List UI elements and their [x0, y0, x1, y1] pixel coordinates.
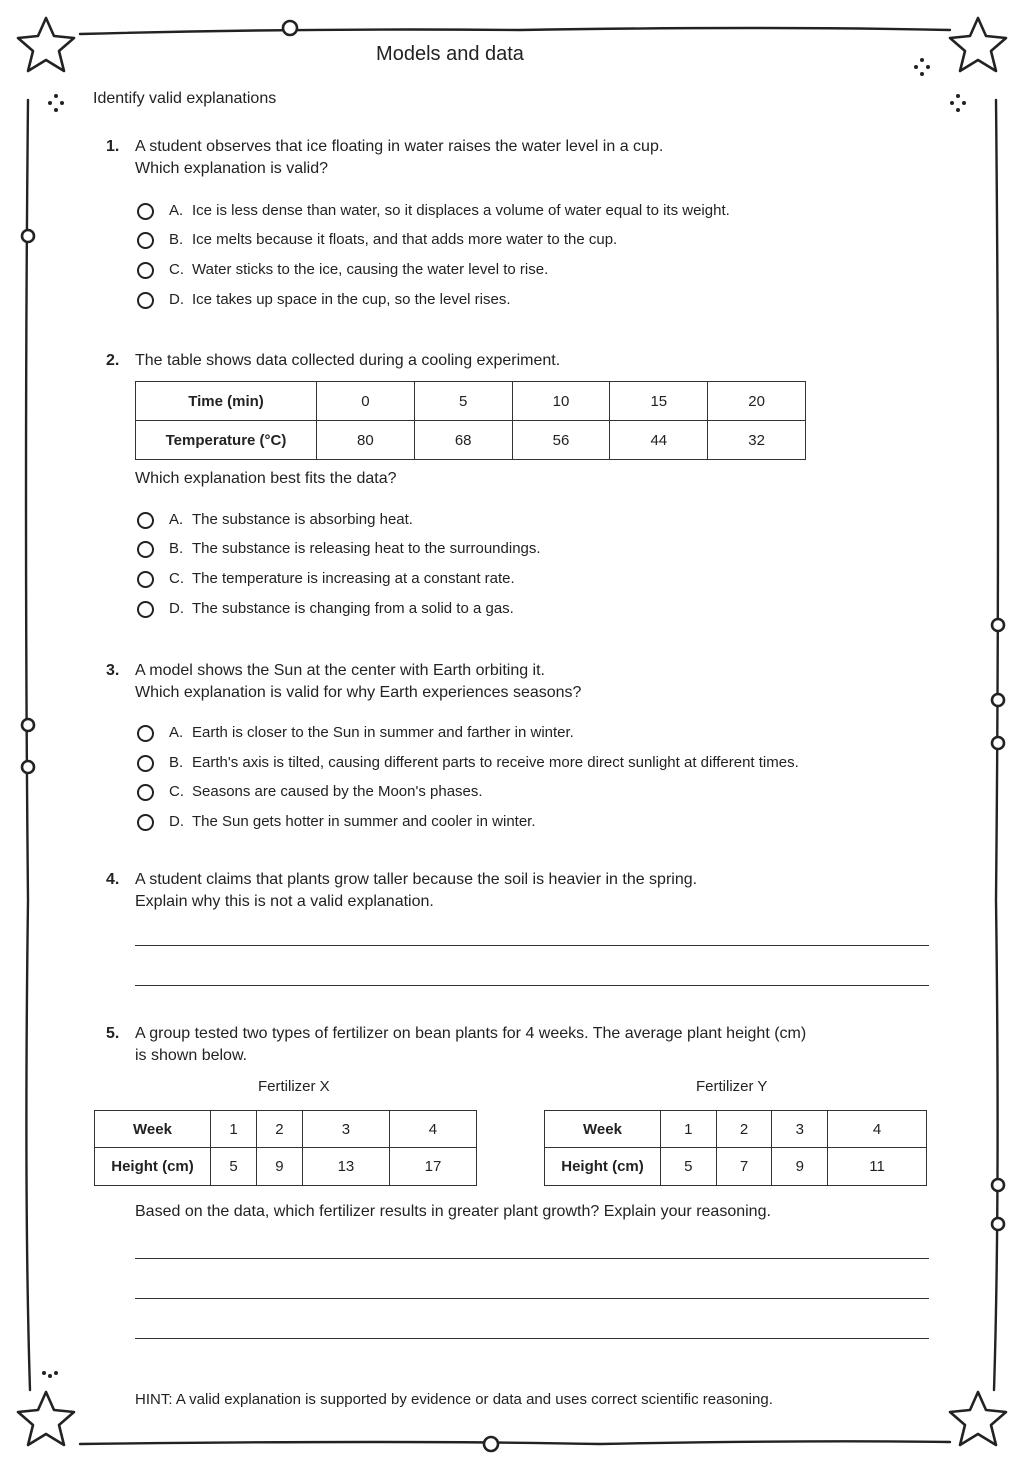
- question-text: is shown below.: [135, 1047, 248, 1064]
- answer-line[interactable]: [135, 1338, 929, 1339]
- table-cell: 15: [610, 382, 708, 421]
- question-text: Which explanation is valid?: [135, 160, 328, 177]
- answer-option[interactable]: D. The Sun gets hotter in summer and cooler in winter.: [137, 811, 536, 833]
- table-cell: 10: [512, 382, 610, 421]
- table-cell: 80: [317, 421, 415, 460]
- hint-text: HINT: A valid explanation is supported by evidence or data and uses correct scientific reasoning.: [135, 1391, 773, 1408]
- table-cell: 4: [389, 1111, 476, 1148]
- table-cell: 3: [772, 1111, 828, 1148]
- answer-line[interactable]: [135, 945, 929, 946]
- radio-circle-icon[interactable]: [137, 232, 154, 249]
- table-cell: 56: [512, 421, 610, 460]
- table-header-cell: Week: [545, 1111, 661, 1148]
- table-caption: Fertilizer X: [258, 1078, 330, 1095]
- question-2: [106, 350, 560, 372]
- table-header-cell: Height (cm): [95, 1148, 211, 1186]
- table-cell: 13: [302, 1148, 389, 1186]
- table-cell: 4: [828, 1111, 927, 1148]
- answer-option[interactable]: D. Ice takes up space in the cup, so the level rises.: [137, 289, 511, 311]
- radio-circle-icon[interactable]: [137, 541, 154, 558]
- table-cell: 32: [708, 421, 806, 460]
- table-caption: Fertilizer Y: [696, 1078, 768, 1095]
- table-header-cell: Height (cm): [545, 1148, 661, 1186]
- cooling-data-table: [135, 381, 806, 460]
- question-number: 2.: [106, 352, 120, 369]
- radio-circle-icon[interactable]: [137, 784, 154, 801]
- fertilizer-x-table: [94, 1110, 477, 1186]
- question-text: A student claims that plants grow taller because the soil is heavier in the spring.: [135, 871, 698, 888]
- answer-option[interactable]: C. Water sticks to the ice, causing the water level to rise.: [137, 259, 548, 281]
- table-cell: 20: [708, 382, 806, 421]
- page-title: Models and data: [376, 43, 524, 65]
- answer-line[interactable]: [135, 1258, 929, 1259]
- question-text: A group tested two types of fertilizer on bean plants for 4 weeks. The average plant height (cm): [135, 1025, 807, 1042]
- table-cell: 5: [661, 1148, 717, 1186]
- question-number: 3.: [106, 662, 120, 679]
- question-4: [106, 869, 697, 913]
- answer-option[interactable]: B. The substance is releasing heat to the surroundings.: [137, 538, 541, 560]
- radio-circle-icon[interactable]: [137, 755, 154, 772]
- table-cell: 1: [661, 1111, 717, 1148]
- question-number: 5.: [106, 1025, 120, 1042]
- question-number: 4.: [106, 871, 120, 888]
- question-text: The table shows data collected during a cooling experiment.: [135, 352, 561, 369]
- table-cell: 9: [256, 1148, 302, 1186]
- radio-circle-icon[interactable]: [137, 292, 154, 309]
- radio-circle-icon[interactable]: [137, 571, 154, 588]
- table-header-cell: Week: [95, 1111, 211, 1148]
- radio-circle-icon[interactable]: [137, 512, 154, 529]
- question-text: Explain why this is not a valid explanation.: [135, 893, 434, 910]
- table-cell: 1: [211, 1111, 257, 1148]
- table-cell: 7: [716, 1148, 772, 1186]
- answer-option[interactable]: B. Earth's axis is tilted, causing different parts to receive more direct sunlight at different times.: [137, 752, 799, 774]
- question-prompt: Based on the data, which fertilizer results in greater plant growth? Explain your reasoning.: [135, 1203, 771, 1220]
- table-cell: 9: [772, 1148, 828, 1186]
- answer-option[interactable]: C. Seasons are caused by the Moon's phases.: [137, 781, 483, 803]
- radio-circle-icon[interactable]: [137, 262, 154, 279]
- table-cell: 0: [317, 382, 415, 421]
- table-cell: 3: [302, 1111, 389, 1148]
- table-cell: 2: [256, 1111, 302, 1148]
- question-number: 1.: [106, 138, 120, 155]
- answer-option[interactable]: A. Ice is less dense than water, so it displaces a volume of water equal to its weight.: [137, 200, 730, 222]
- answer-option[interactable]: A. Earth is closer to the Sun in summer and farther in winter.: [137, 722, 574, 744]
- section-heading: Identify valid explanations: [93, 90, 277, 107]
- answer-option[interactable]: C. The temperature is increasing at a constant rate.: [137, 568, 515, 590]
- table-cell: 44: [610, 421, 708, 460]
- answer-option[interactable]: D. The substance is changing from a solid to a gas.: [137, 598, 514, 620]
- question-3: [106, 660, 581, 704]
- table-cell: 2: [716, 1111, 772, 1148]
- question-text: A model shows the Sun at the center with Earth orbiting it.: [135, 662, 545, 679]
- answer-option[interactable]: B. Ice melts because it floats, and that adds more water to the cup.: [137, 229, 617, 251]
- table-cell: 68: [414, 421, 512, 460]
- question-text: Which explanation is valid for why Earth experiences seasons?: [135, 684, 582, 701]
- question-1: [106, 136, 663, 180]
- table-header-cell: Temperature (°C): [136, 421, 317, 460]
- fertilizer-y-table: [544, 1110, 927, 1186]
- radio-circle-icon[interactable]: [137, 814, 154, 831]
- table-cell: 17: [389, 1148, 476, 1186]
- answer-option[interactable]: A. The substance is absorbing heat.: [137, 509, 413, 531]
- table-header-cell: Time (min): [136, 382, 317, 421]
- radio-circle-icon[interactable]: [137, 725, 154, 742]
- question-text: A student observes that ice floating in water raises the water level in a cup.: [135, 138, 664, 155]
- answer-line[interactable]: [135, 985, 929, 986]
- radio-circle-icon[interactable]: [137, 203, 154, 220]
- table-cell: 5: [414, 382, 512, 421]
- answer-line[interactable]: [135, 1298, 929, 1299]
- radio-circle-icon[interactable]: [137, 601, 154, 618]
- table-cell: 11: [828, 1148, 927, 1186]
- question-5: [106, 1023, 806, 1067]
- table-cell: 5: [211, 1148, 257, 1186]
- question-prompt: Which explanation best fits the data?: [135, 470, 397, 487]
